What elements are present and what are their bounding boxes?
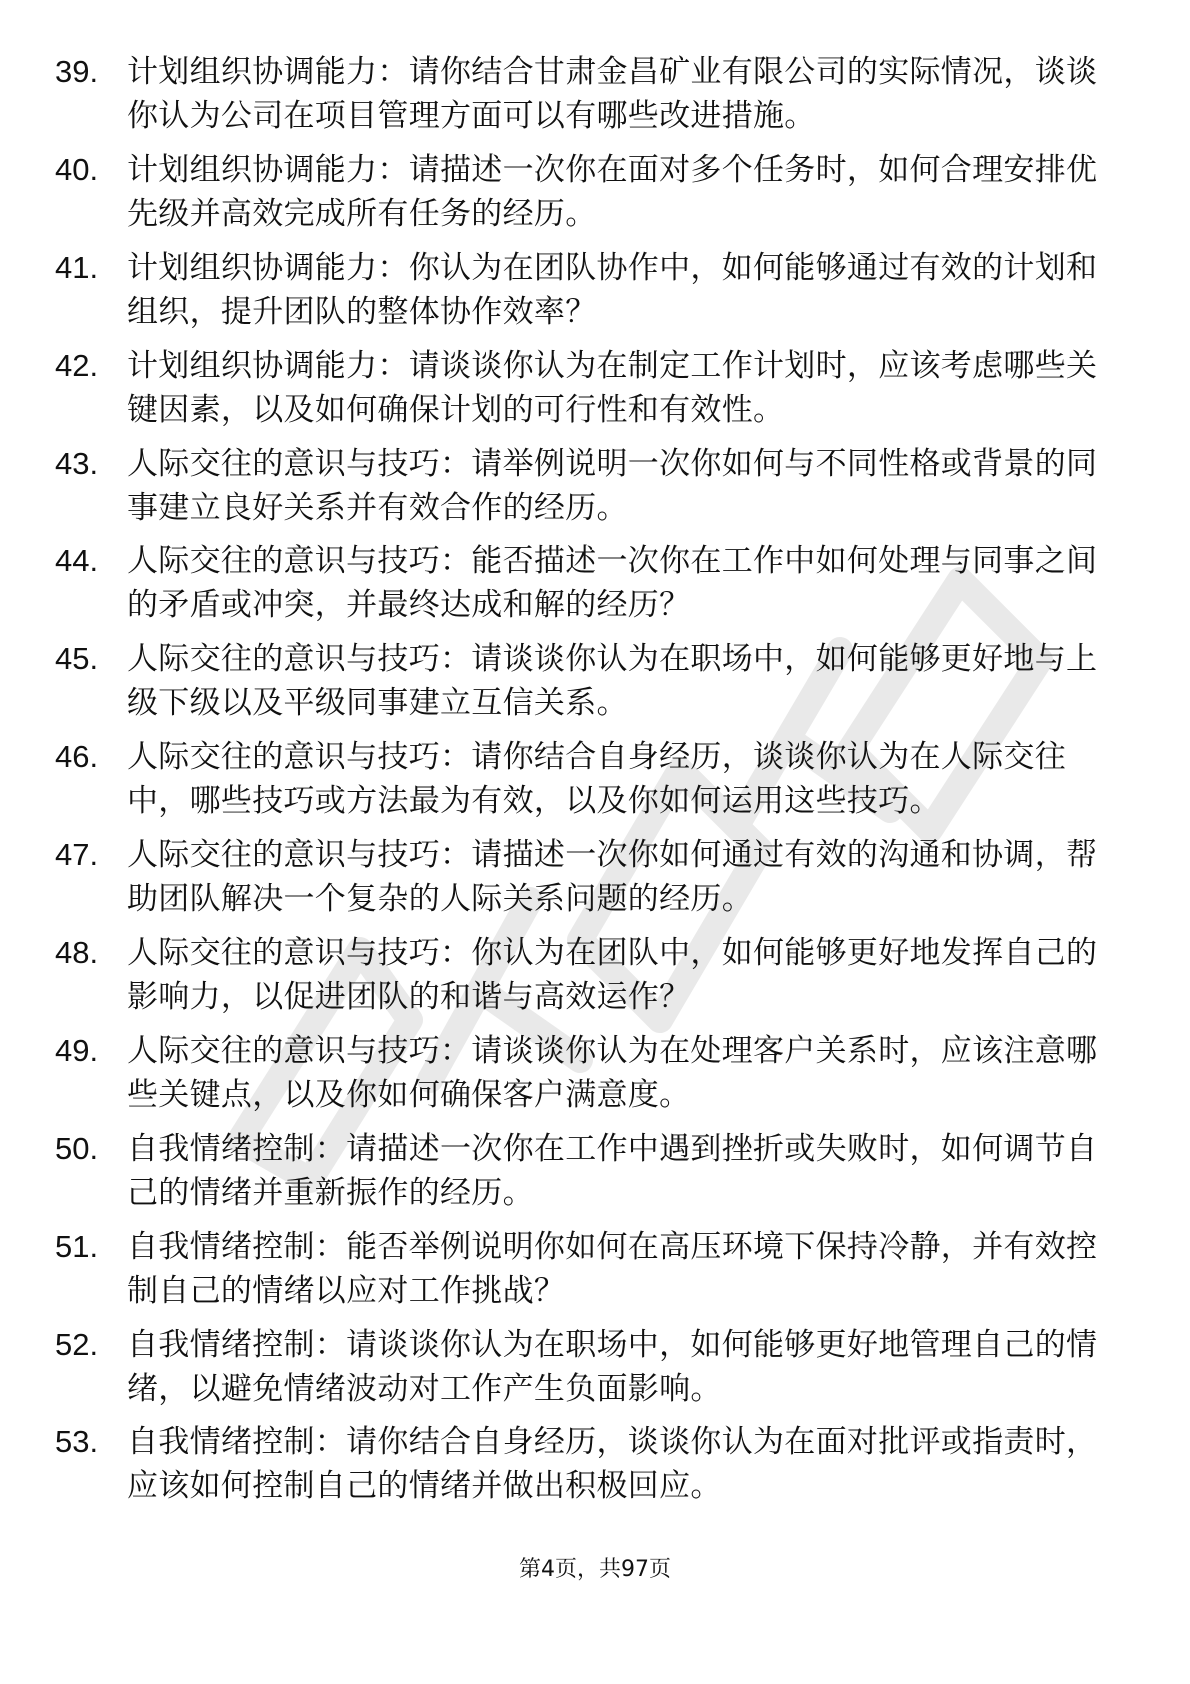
question-text: 人际交往的意识与技巧：请谈谈你认为在处理客户关系时，应该注意哪些关键点，以及你如何确保客户满意度。 — [127, 1032, 1098, 1113]
question-number: 49. — [55, 1032, 99, 1068]
question-item — [0, 1127, 1190, 1225]
question-item — [0, 1420, 1190, 1518]
question-item — [0, 931, 1190, 1029]
question-text: 自我情绪控制：请谈谈你认为在职场中，如何能够更好地管理自己的情绪，以避免情绪波动对工作产生负面影响。 — [127, 1326, 1098, 1407]
question-number: 39. — [55, 54, 99, 89]
question-number: 40. — [55, 151, 99, 187]
question-number: 48. — [55, 935, 99, 971]
question-list — [0, 50, 1190, 1518]
question-number: 44. — [55, 543, 99, 579]
question-number: 41. — [55, 249, 99, 285]
question-text: 人际交往的意识与技巧：请你结合自身经历，谈谈你认为在人际交往中，哪些技巧或方法最为有效，以及你如何运用这些技巧。 — [127, 739, 1066, 820]
question-item — [0, 833, 1190, 931]
question-item — [0, 1323, 1190, 1421]
question-number: 43. — [55, 445, 99, 481]
question-item — [0, 344, 1190, 442]
question-text: 人际交往的意识与技巧：请谈谈你认为在职场中，如何能够更好地与上级下级以及平级同事建立互信关系。 — [127, 641, 1098, 722]
question-text: 自我情绪控制：请描述一次你在工作中遇到挫折或失败时，如何调节自己的情绪并重新振作的经历。 — [127, 1130, 1098, 1211]
question-number: 47. — [55, 837, 99, 873]
question-text: 计划组织协调能力：请你结合甘肃金昌矿业有限公司的实际情况，谈谈你认为公司在项目管理方面可以有哪些改进措施。 — [127, 54, 1098, 134]
question-text: 自我情绪控制：请你结合自身经历，谈谈你认为在面对批评或指责时，应该如何控制自己的情绪并做出积极回应。 — [127, 1424, 1098, 1505]
question-number: 46. — [55, 739, 99, 775]
question-text: 计划组织协调能力：请谈谈你认为在制定工作计划时，应该考虑哪些关键因素，以及如何确保计划的可行性和有效性。 — [127, 347, 1098, 428]
question-number: 42. — [55, 347, 99, 383]
question-number: 53. — [55, 1424, 99, 1460]
question-text: 人际交往的意识与技巧：请举例说明一次你如何与不同性格或背景的同事建立良好关系并有效合作的经历。 — [127, 445, 1098, 526]
question-number: 51. — [55, 1228, 99, 1264]
question-item — [0, 246, 1190, 344]
question-text: 人际交往的意识与技巧：你认为在团队中，如何能够更好地发挥自己的影响力，以促进团队的和谐与高效运作？ — [127, 935, 1098, 1016]
question-item — [0, 637, 1190, 735]
question-item — [0, 148, 1190, 246]
question-item — [0, 1029, 1190, 1127]
page-number-footer: 第4页，共97页 — [519, 1557, 671, 1582]
question-item — [0, 1225, 1190, 1323]
question-item — [0, 539, 1190, 637]
question-item — [0, 50, 1190, 148]
question-number: 52. — [55, 1326, 99, 1362]
question-text: 自我情绪控制：能否举例说明你如何在高压环境下保持冷静，并有效控制自己的情绪以应对工作挑战？ — [127, 1228, 1098, 1309]
question-text: 计划组织协调能力：请描述一次你在面对多个任务时，如何合理安排优先级并高效完成所有任务的经历。 — [127, 151, 1098, 232]
question-text: 人际交往的意识与技巧：能否描述一次你在工作中如何处理与同事之间的矛盾或冲突，并最终达成和解的经历？ — [127, 543, 1098, 624]
question-item — [0, 442, 1190, 540]
question-text: 人际交往的意识与技巧：请描述一次你如何通过有效的沟通和协调，帮助团队解决一个复杂的人际关系问题的经历。 — [127, 837, 1098, 918]
question-item — [0, 735, 1190, 833]
question-number: 50. — [55, 1130, 99, 1166]
question-number: 45. — [55, 641, 99, 677]
question-text: 计划组织协调能力：你认为在团队协作中，如何能够通过有效的计划和组织，提升团队的整体协作效率？ — [127, 249, 1098, 330]
